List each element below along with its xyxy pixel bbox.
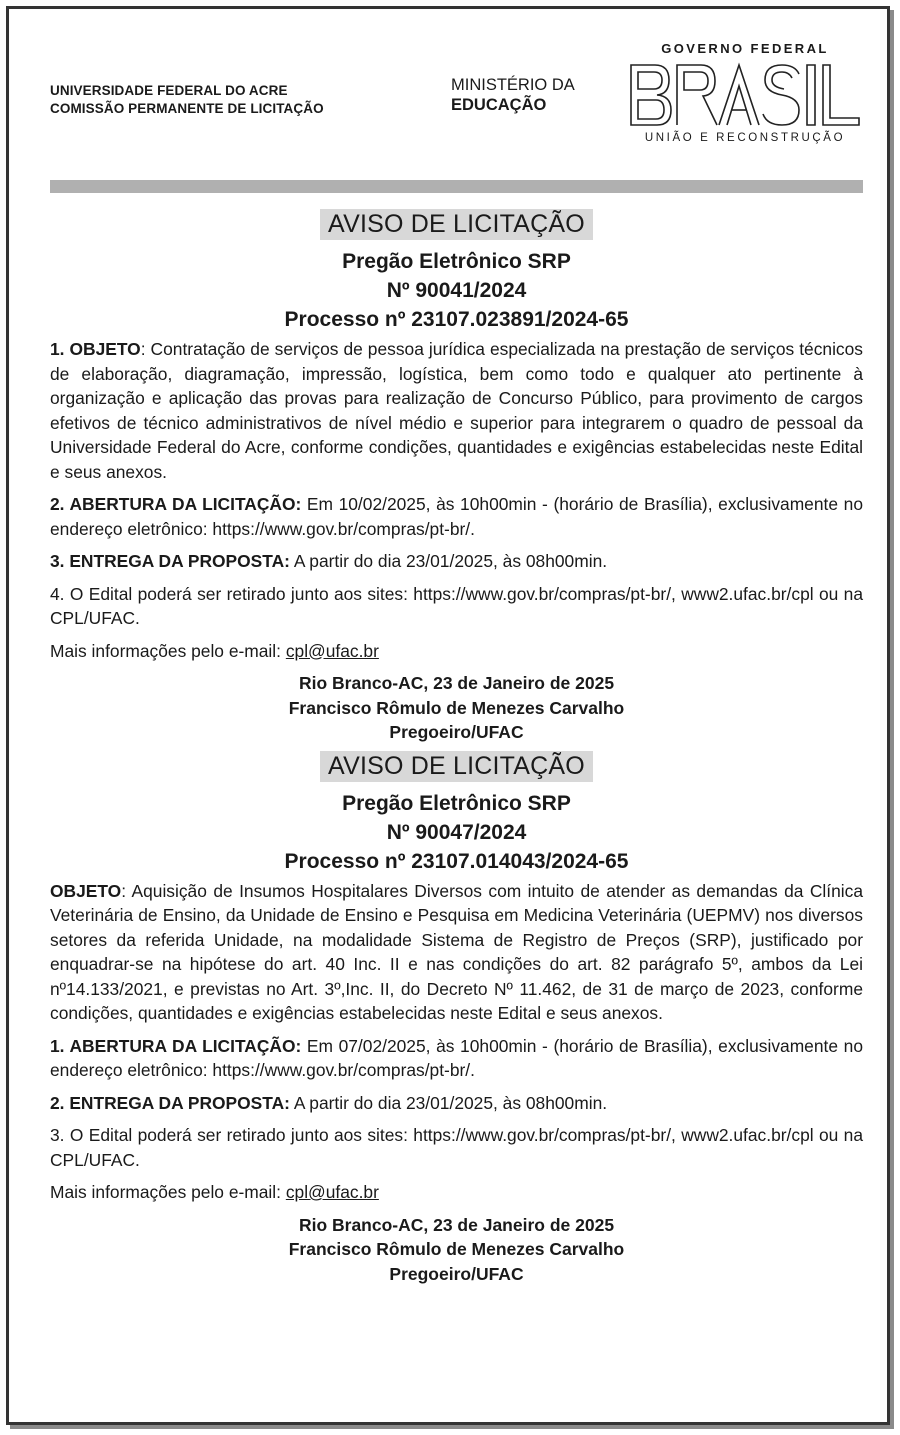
proposal-paragraph: 3. ENTREGA DA PROPOSTA: A partir do dia 23/01/2025, às 08h00min. [50,551,608,571]
notice-modality: Pregão Eletrônico SRP [342,791,571,815]
notice-1 [50,209,863,745]
university-name: UNIVERSIDADE FEDERAL DO ACRE [50,83,288,98]
notice-number: Nº 90047/2024 [386,820,527,844]
ministry-logo [451,75,575,115]
brasil-wordmark-icon [627,62,863,128]
notice-process: Processo nº 23107.014043/2024-65 [284,849,629,873]
notice-title: AVISO DE LICITAÇÃO [320,751,593,782]
signature-role: Pregoeiro/UFAC [389,722,524,742]
commission-name: COMISSÃO PERMANENTE DE LICITAÇÃO [50,101,324,116]
notice-process: Processo nº 23107.023891/2024-65 [284,308,629,331]
edital-paragraph: 3. O Edital poderá ser retirado junto aos sites: https://www.gov.br/compras/pt-br/, www2.ufac.br/cpl ou na CPL/UFAC. [50,1125,863,1170]
email-link[interactable]: cpl@ufac.br [285,1182,379,1202]
notice-title: AVISO DE LICITAÇÃO [320,209,593,240]
contact-paragraph: Mais informações pelo e-mail: cpl@ufac.br [50,640,379,661]
proposal-paragraph: 2. ENTREGA DA PROPOSTA: A partir do dia 23/01/2025, às 08h00min. [50,1092,608,1113]
government-logo [625,41,865,144]
notice-modality: Pregão Eletrônico SRP [342,250,571,273]
header-divider [50,180,863,193]
gov-top-text: GOVERNO FEDERAL [661,41,829,56]
university-header [50,82,324,118]
notice-2 [50,751,863,1287]
notice-number: Nº 90041/2024 [386,279,527,302]
signature-name: Francisco Rômulo de Menezes Carvalho [288,1239,625,1259]
contact-paragraph: Mais informações pelo e-mail: cpl@ufac.br [50,1182,379,1202]
object-paragraph: OBJETO: Aquisição de Insumos Hospitalares Diversos com intuito de atender as demandas da Clínica Veterinária de Ensino, da Unidade de Ensino e Pesquisa em Medicina Veterinária (UEPMV) nos diversos setores da referida Unidade, na modalidade Sistema de Registro de Preços (SRP), justificado por enquadrar-se na hipótese do art. 40 Inc. II e nas condições do art. 82 parágrafo 5º, ambos da Lei nº14.133/2021, e previstas no Art. 3º,Inc. II, do Decreto Nº 11.462, de 31 de março de 2023, conforme condições, quantidades e exigências estabelecidas neste Edital e seus anexos. [50,880,863,1023]
signature-place-date: Rio Branco-AC, 23 de Janeiro de 2025 [298,673,615,693]
opening-paragraph: 2. ABERTURA DA LICITAÇÃO: Em 10/02/2025, às 10h00min - (horário de Brasília), exclusivamente no endereço eletrônico: https://www.gov.br/compras/pt-br/. [50,494,863,539]
ministry-line1: MINISTÉRIO DA [451,76,575,94]
signature-place-date: Rio Branco-AC, 23 de Janeiro de 2025 [298,1214,615,1235]
ministry-line2: EDUCAÇÃO [451,96,547,114]
edital-paragraph: 4. O Edital poderá ser retirado junto aos sites: https://www.gov.br/compras/pt-br/, www2.ufac.br/cpl ou na CPL/UFAC. [50,583,863,628]
signature-role: Pregoeiro/UFAC [389,1263,524,1284]
object-paragraph: 1. OBJETO: Contratação de serviços de pessoa jurídica especializada na prestação de serviços técnicos de elaboração, diagramação, impressão, logística, bem como todo e qualquer ato pertinente à organização e aplicação das provas para realização de Concurso Público, para provimento de cargos efetivos de técnico administrativos de nível médio e superior para integrarem o quadro de pessoal da Universidade Federal do Acre, conforme condições, quantidades e exigências estabelecidas neste Edital e seus anexos. [50,339,863,482]
notices-content [50,209,863,1286]
gov-bottom-text: UNIÃO E RECONSTRUÇÃO [644,132,846,144]
opening-paragraph: 1. ABERTURA DA LICITAÇÃO: Em 07/02/2025, às 10h00min - (horário de Brasília), exclusivamente no endereço eletrônico: https://www.gov.br/compras/pt-br/. [50,1035,863,1080]
signature-name: Francisco Rômulo de Menezes Carvalho [288,697,625,718]
notice-frame [6,6,890,1425]
email-link[interactable]: cpl@ufac.br [285,640,379,661]
